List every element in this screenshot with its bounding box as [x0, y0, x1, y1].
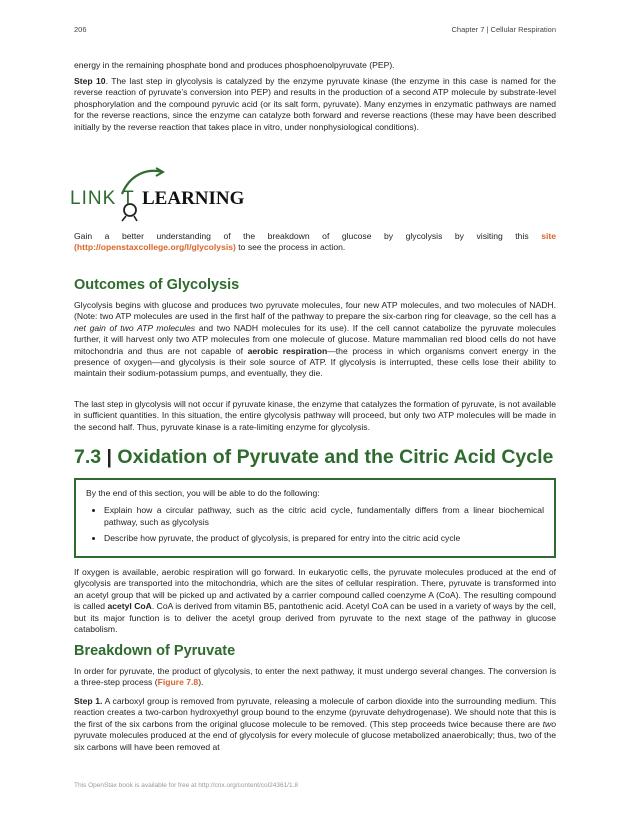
page-footer: This OpenStax book is available for free at http://cnx.org/content/col24361/1.8: [74, 782, 299, 789]
outcomes-paragraph-1: Glycolysis begins with glucose and produces two pyruvate molecules, four new ATP molecules, and two molecules of NADH. (Note: two ATP molecules are used in the first half of the pathway to prepare the six-carbon ring for cleavage, so the cell has a net gain of two ATP molecules and two NADH molecules for its use). If the cell cannot catabolize the pyruvate molecules further, it will harvest only two ATP molecules from one molecule of glucose. Mature mammalian red blood cells do not have mitochondria and thus are not capable of aerobic respiration—the process in which organisms convert energy in the presence of oxygen—and glycolysis is their sole source of ATP. If glycolysis is interrupted, these cells lose their ability to maintain their sodium-potassium pumps, and eventually, they die.: [74, 300, 556, 379]
glycolysis-site-link[interactable]: site (http://openstaxcollege.org/l/glycolysis): [74, 231, 556, 253]
figure-7-8-link[interactable]: Figure 7.8: [157, 677, 199, 688]
link-to-learning-logo: [70, 164, 245, 222]
learning-objectives-box: [74, 478, 556, 558]
objectives-intro: By the end of this section, you will be able to do the following:: [86, 488, 320, 498]
outcomes-heading: Outcomes of Glycolysis: [74, 277, 240, 293]
intro-paragraph: energy in the remaining phosphate bond and produces phosphoenolpyruvate (PEP).: [74, 60, 395, 70]
breakdown-heading: Breakdown of Pyruvate: [74, 643, 236, 659]
chapter-title: Chapter 7 | Cellular Respiration: [451, 25, 556, 34]
step1-label: Step 1.: [74, 696, 103, 706]
acetyl-coa-term: acetyl CoA: [107, 601, 152, 612]
logo-text-link: LINK T: [70, 188, 135, 209]
step1-paragraph: Step 1. A carboxyl group is removed from pyruvate, releasing a molecule of carbon dioxide into the surrounding medium. This reaction creates a two-carbon hydroxyethyl group bound to the enzyme (pyruvate dehydrogenase). We should note that this is the first of the six carbons from the original glucose molecule to be removed. (This step proceeds twice because there are two pyruvate molecules produced at the end of glycolysis for every molecule of glucose metabolized anaerobically; thus, two of the six carbons will have been removed at: [74, 696, 557, 752]
step10-paragraph: [74, 76, 556, 133]
section-name: Oxidation of Pyruvate and the Citric Acid Cycle: [117, 446, 554, 468]
link-to-learning-text: Gain a better understanding of the breakdown of glucose by glycolysis by visiting this site (http://openstaxcollege.org/l/glycolysis) to see the process in action.: [74, 231, 556, 253]
objective-item: • Describe how pyruvate, the product of glycolysis, is prepared for entry into the citric acid cycle: [104, 533, 544, 544]
outcomes-paragraph-2: The last step in glycolysis will not occur if pyruvate kinase, the enzyme that catalyzes the formation of pyruvate, is not available in sufficient quantities. In this situation, the entire glycolysis pathway will proceed, but only two ATP molecules will be made in the second half. Thus, pyruvate kinase is a rate-limiting enzyme for glycolysis.: [74, 399, 556, 432]
step10-label: Step 10: [74, 76, 106, 86]
objective-item: • Explain how a circular pathway, such as the citric acid cycle, fundamentally differs from a linear biochemical pathway, such as glycolysis: [104, 505, 544, 528]
section-title: 7.3 | Oxidation of Pyruvate and the Citric Acid Cycle: [74, 446, 554, 468]
objectives-list: [86, 505, 544, 544]
step10-text: . The last step in glycolysis is catalyzed by the enzyme pyruvate kinase (the enzyme in this case is named for the reverse reaction of pyruvate’s conversion into PEP) and results in the production of a second ATP molecule by substrate-level phosphorylation and the compound pyruvic acid (or its salt form, pyruvate). Many enzymes in enzymatic pathways are named for the reverse reactions, since the enzyme can catalyze both forward and reverse reactions (these may have been described initially by the reverse reaction that takes place in vitro, under nonphysiological conditions).: [74, 76, 556, 132]
section-number: 7.3: [74, 446, 102, 468]
aerobic-respiration-term: aerobic respiration: [247, 345, 328, 356]
page-number: 206: [74, 25, 87, 34]
oxygen-paragraph: If oxygen is available, aerobic respiration will go forward. In eukaryotic cells, the pyruvate molecules produced at the end of glycolysis are transported into the mitochondria, which are the sites of cellular respiration. There, pyruvate is transformed into an acetyl group that will be picked up and activated by a carrier compound called coenzyme A (CoA). The resulting compound is called acetyl CoA. CoA is derived from vitamin B5, pantothenic acid. Acetyl CoA can be used in a variety of ways by the cell, but its major function is to deliver the acetyl group derived from pyruvate to the next stage of the pathway in glucose catabolism.: [74, 567, 556, 635]
logo-text-learning: LEARNING: [142, 188, 245, 209]
breakdown-paragraph: In order for pyruvate, the product of glycolysis, to enter the next pathway, it must undergo several changes. The conversion is a three-step process (Figure 7.8).: [74, 666, 556, 688]
page-header: [74, 25, 556, 37]
